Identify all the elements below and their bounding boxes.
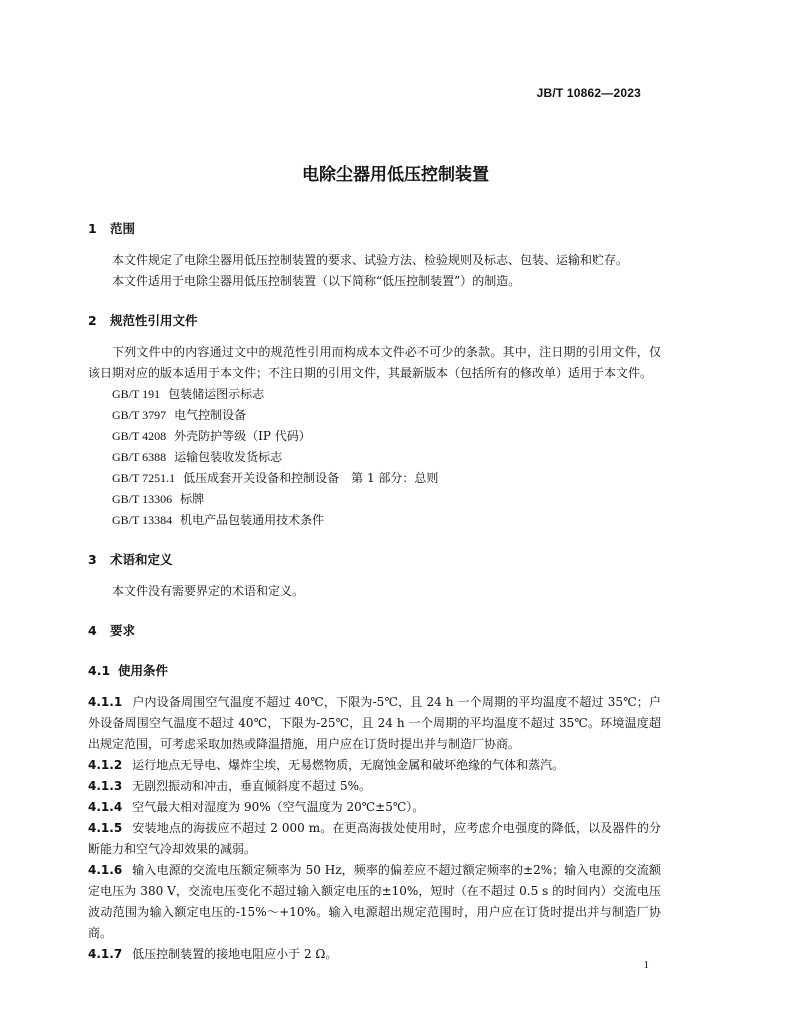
clause-number: 4.1.3 <box>88 779 123 793</box>
clause-4-1-5 <box>88 818 661 860</box>
reference-list <box>88 384 661 531</box>
reference-code: GB/T 6388 <box>112 450 167 464</box>
reference-title: 包装储运图示标志 <box>168 387 265 401</box>
section-2-heading <box>88 310 661 332</box>
scope-paragraph-2: 本文件适用于电除尘器用低压控制装置（以下简称“低压控制装置”）的制造。 <box>112 274 521 288</box>
clause-4-1-7 <box>88 944 661 965</box>
reference-code: GB/T 3797 <box>112 408 167 422</box>
section-3-title: 术语和定义 <box>110 552 173 567</box>
section-3-heading <box>88 549 661 571</box>
normative-intro: 下列文件中的内容通过文中的规范性引用而构成本文件必不可少的条款。其中，注日期的引用文件，仅该日期对应的版本适用于本文件；不注日期的引用文件，其最新版本（包括所有的修改单）适用于本文件。 <box>88 345 661 380</box>
clause-text: 输入电源的交流电压额定频率为 50 Hz，频率的偏差应不超过额定频率的±2%；输入电源的交流额定电压为 380 V，交流电压变化不超过输入额定电压的±10%，短时（在不超过 0.5 s 的时间内）交流电压波动范围为输入额定电压的-15%～+10%。输入电源超出规定范围时，用户应在订货时提出并与制造厂协商。 <box>88 863 661 940</box>
reference-title: 标牌 <box>180 492 205 506</box>
subsection-4-1-heading <box>88 660 661 682</box>
reference-code: GB/T 13384 <box>112 513 173 527</box>
clause-number: 4.1.7 <box>88 947 123 961</box>
clause-text: 运行地点无导电、爆炸尘埃，无易燃物质，无腐蚀金属和破坏绝缘的气体和蒸汽。 <box>132 758 565 772</box>
reference-item <box>112 489 661 510</box>
section-4-heading <box>88 620 661 642</box>
reference-item <box>112 468 661 489</box>
standard-code: JB/T 10862—2023 <box>536 86 641 100</box>
reference-item <box>112 447 661 468</box>
clause-text: 低压控制装置的接地电阻应小于 2 Ω。 <box>132 947 338 961</box>
clause-4-1-6 <box>88 860 661 944</box>
clause-text: 户内设备周围空气温度不超过 40℃，下限为-5℃，且 24 h 一个周期的平均温度不超过 35℃；户外设备周围空气温度不超过 40℃，下限为-25℃，且 24 h 一个周期的平均温度不超过 35℃。环境温度超出规定范围，可考虑采取加热或降温措施，用户应在订货时提出并与制造厂协商。 <box>88 695 661 751</box>
clause-number: 4.1.2 <box>88 758 123 772</box>
section-1-title: 范围 <box>110 221 136 236</box>
reference-title: 外壳防护等级（IP 代码） <box>174 429 311 443</box>
reference-title: 运输包装收发货标志 <box>174 450 283 464</box>
section-2-number: 2 <box>88 313 97 328</box>
reference-code: GB/T 13306 <box>112 492 173 506</box>
clause-number: 4.1.6 <box>88 863 123 877</box>
clause-4-1-1 <box>88 692 661 755</box>
reference-title: 低压成套开关设备和控制设备 第 1 部分：总则 <box>183 471 439 485</box>
reference-title: 机电产品包装通用技术条件 <box>180 513 325 527</box>
section-4-number: 4 <box>88 623 97 638</box>
subsection-4-1-number: 4.1 <box>88 663 111 678</box>
clause-number: 4.1.1 <box>88 695 123 709</box>
clause-number: 4.1.4 <box>88 800 123 814</box>
section-1-number: 1 <box>88 221 97 236</box>
clause-text: 空气最大相对湿度为 90%（空气温度为 20℃±5℃）。 <box>132 800 425 814</box>
document-title: 电除尘器用低压控制装置 <box>302 165 489 185</box>
document-body <box>88 218 661 965</box>
scope-paragraph-1: 本文件规定了电除尘器用低压控制装置的要求、试验方法、检验规则及标志、包装、运输和贮存。 <box>112 253 629 267</box>
reference-code: GB/T 7251.1 <box>112 471 176 485</box>
clause-text: 无剧烈振动和冲击，垂直倾斜度不超过 5%。 <box>132 779 372 793</box>
clause-4-1-3 <box>88 776 661 797</box>
terms-paragraph: 本文件没有需要界定的术语和定义。 <box>112 584 305 598</box>
clause-number: 4.1.5 <box>88 821 123 835</box>
reference-title: 电气控制设备 <box>174 408 247 422</box>
subsection-4-1-title: 使用条件 <box>118 663 169 678</box>
clause-text: 安装地点的海拔应不超过 2 000 m。在更高海拔处使用时，应考虑介电强度的降低，以及器件的分断能力和空气冷却效果的减弱。 <box>88 821 661 856</box>
clause-4-1-4 <box>88 797 661 818</box>
section-2-title: 规范性引用文件 <box>110 313 198 328</box>
reference-item <box>112 426 661 447</box>
section-3-number: 3 <box>88 552 97 567</box>
reference-code: GB/T 191 <box>112 387 161 401</box>
clause-4-1-2 <box>88 755 661 776</box>
section-4-title: 要求 <box>110 623 136 638</box>
reference-item <box>112 384 661 405</box>
section-1-heading <box>88 218 661 240</box>
reference-item <box>112 405 661 426</box>
page-number: 1 <box>643 959 649 971</box>
reference-code: GB/T 4208 <box>112 429 167 443</box>
reference-item <box>112 510 661 531</box>
